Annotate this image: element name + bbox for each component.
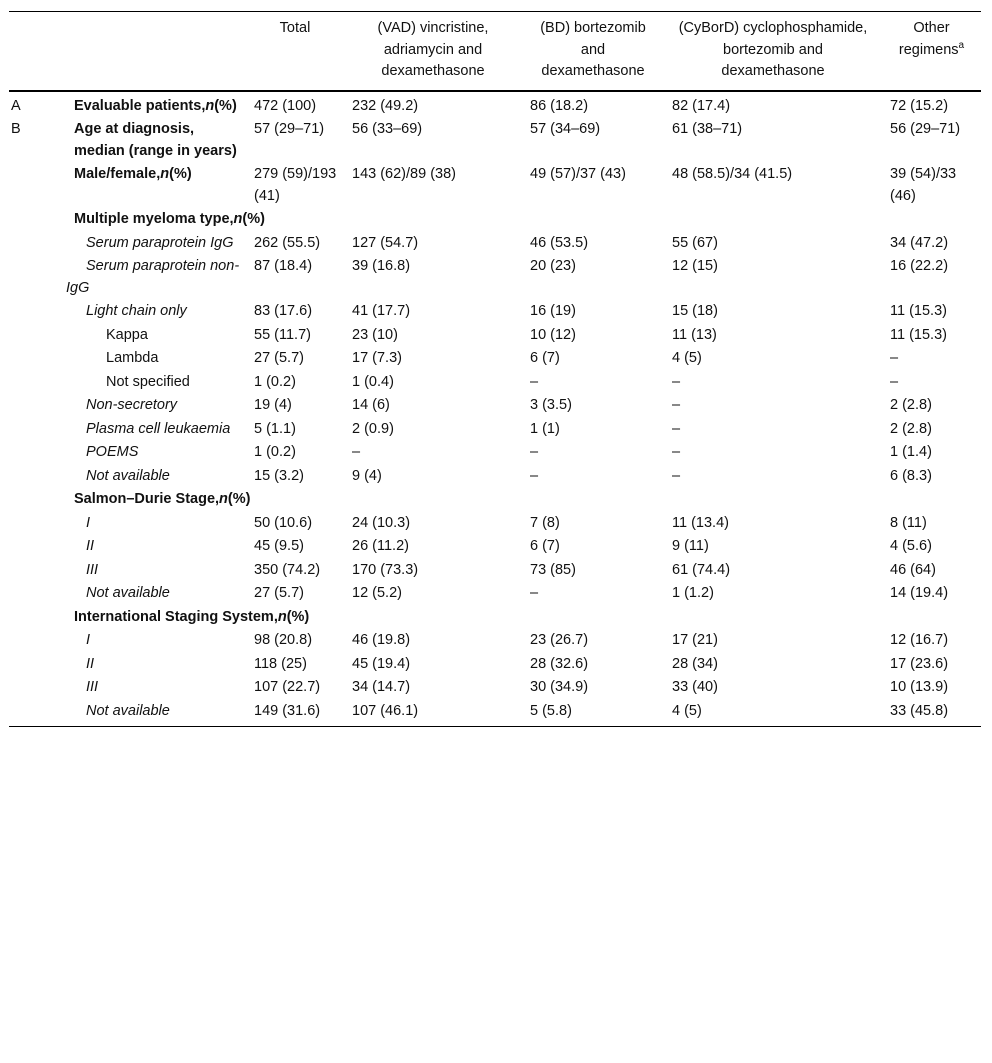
cell-total: 50 (10.6) <box>254 514 313 531</box>
table-row <box>9 418 981 442</box>
cell-other: 17 (23.6) <box>890 655 949 672</box>
cell-vad: 34 (14.7) <box>352 679 411 695</box>
cell-cybord: 55 (67) <box>672 234 718 251</box>
row-marker <box>9 488 66 512</box>
cell-other: 46 (64) <box>890 561 936 578</box>
cell-other: 33 (45.8) <box>890 702 949 719</box>
cell-empty <box>664 488 882 512</box>
cell-bd: – <box>530 585 539 601</box>
cell-bd: 6 (7) <box>530 538 560 554</box>
cell-total: 87 (18.4) <box>254 258 313 274</box>
cell-cybord: – <box>672 444 681 460</box>
row-label: III <box>86 679 99 695</box>
cell-cybord: 11 (13.4) <box>672 514 729 531</box>
cell-other: 16 (22.2) <box>890 258 949 274</box>
cell-cybord: 11 (13) <box>672 326 717 343</box>
cell-total: 27 (5.7) <box>254 585 304 601</box>
cell-vad: 14 (6) <box>352 397 390 413</box>
row-label: Kappa <box>106 326 148 343</box>
cell-bd: 49 (57)/37 (43) <box>530 166 626 182</box>
cell-vad: 9 (4) <box>352 467 382 484</box>
table-row <box>9 465 981 489</box>
cell-empty <box>522 208 664 232</box>
row-label: Not available <box>86 467 170 484</box>
label-text: Multiple myeloma type, <box>74 211 234 227</box>
cell-bd: – <box>530 467 539 484</box>
section-label <box>66 208 522 232</box>
cell-bd: 20 (23) <box>530 258 576 274</box>
table-header <box>9 12 981 91</box>
cell-bd: 6 (7) <box>530 350 560 366</box>
cell-cybord: 4 (5) <box>672 702 702 719</box>
row-marker <box>9 535 66 559</box>
row-marker <box>9 700 66 727</box>
cell-other: 39 (54)/33 (46) <box>890 166 957 204</box>
table-row <box>9 394 981 418</box>
label-text: Evaluable patients, <box>74 97 206 114</box>
row-label: II <box>86 538 95 554</box>
cell-bd: 16 (19) <box>530 303 576 319</box>
cell-total: 57 (29–71) <box>254 121 325 137</box>
cell-bd: 1 (1) <box>530 420 560 437</box>
cell-bd: 57 (34–69) <box>530 121 601 137</box>
cell-total: 262 (55.5) <box>254 234 321 251</box>
label-tail: (%) <box>169 166 192 182</box>
cell-bd: 5 (5.8) <box>530 702 572 719</box>
row-label: POEMS <box>86 444 139 460</box>
label-n: n <box>233 211 243 227</box>
header-bd: (BD) bortezomib and dexamethasone <box>540 20 646 79</box>
row-marker: A <box>11 97 21 114</box>
section-row <box>9 606 981 630</box>
row-marker <box>9 255 66 300</box>
cell-cybord: – <box>672 420 681 437</box>
header-cybord: (CyBorD) cyclophosphamide, bortezomib and dexamethasone <box>678 20 868 79</box>
cell-cybord: 82 (17.4) <box>672 97 731 114</box>
cell-other: 8 (11) <box>890 514 927 531</box>
cell-vad: 24 (10.3) <box>352 514 411 531</box>
cell-vad: 127 (54.7) <box>352 234 419 251</box>
row-label: Not available <box>86 702 170 719</box>
table-row <box>9 255 981 300</box>
row-marker <box>9 418 66 442</box>
table-row <box>9 582 981 606</box>
cell-total: 279 (59)/193 (41) <box>254 166 337 204</box>
cell-cybord: 1 (1.2) <box>672 585 714 601</box>
row-marker <box>9 441 66 465</box>
label-text: Salmon–Durie Stage, <box>74 491 220 507</box>
cell-vad: 1 (0.4) <box>352 373 394 390</box>
cell-other: 1 (1.4) <box>890 444 932 460</box>
cell-bd: – <box>530 444 539 460</box>
row-label: Non-secretory <box>86 397 178 413</box>
table-row <box>9 653 981 677</box>
cell-cybord: 17 (21) <box>672 632 718 648</box>
label-text: Male/female, <box>74 166 161 182</box>
cell-bd: 73 (85) <box>530 561 576 578</box>
cell-vad: 143 (62)/89 (38) <box>352 166 456 182</box>
table-row <box>9 300 981 324</box>
cell-total: 55 (11.7) <box>254 326 311 343</box>
cell-total: 472 (100) <box>254 97 317 114</box>
cell-total: 19 (4) <box>254 397 292 413</box>
section-row <box>9 208 981 232</box>
table-row <box>9 347 981 371</box>
cell-vad: 56 (33–69) <box>352 121 423 137</box>
row-label: I <box>86 632 91 648</box>
cell-bd: 86 (18.2) <box>530 97 589 114</box>
cell-other: 72 (15.2) <box>890 97 949 114</box>
cell-cybord: 4 (5) <box>672 350 702 366</box>
table-row <box>9 118 981 163</box>
cell-vad: 45 (19.4) <box>352 655 411 672</box>
row-marker <box>9 606 66 630</box>
header-blank-0 <box>9 12 66 91</box>
cell-vad: 26 (11.2) <box>352 538 409 554</box>
table-row <box>9 371 981 395</box>
cell-total: 98 (20.8) <box>254 632 313 648</box>
header-other-label: Other regimens <box>898 20 959 58</box>
row-label <box>66 91 246 119</box>
header-other <box>882 12 981 91</box>
cell-vad: 2 (0.9) <box>352 420 394 437</box>
label-tail: (%) <box>242 211 265 227</box>
cell-cybord: 61 (74.4) <box>672 561 731 578</box>
cell-other: 14 (19.4) <box>890 585 949 601</box>
label-n: n <box>219 491 228 507</box>
cell-total: 15 (3.2) <box>254 467 304 484</box>
row-marker <box>9 300 66 324</box>
row-marker: B <box>11 121 21 137</box>
header-blank-1 <box>66 12 246 91</box>
label-n: n <box>160 166 170 182</box>
cell-vad: 107 (46.1) <box>352 702 419 719</box>
cell-empty <box>882 208 981 232</box>
cell-bd: – <box>530 373 539 390</box>
cell-other: 12 (16.7) <box>890 632 949 648</box>
header-row <box>9 12 981 91</box>
cell-cybord: 15 (18) <box>672 303 718 319</box>
table-row <box>9 629 981 653</box>
patient-characteristics-table <box>9 11 981 727</box>
cell-bd: 23 (26.7) <box>530 632 589 648</box>
cell-empty <box>882 606 981 630</box>
table-row <box>9 559 981 583</box>
row-label: Age at diagnosis, median (range in years) <box>74 121 237 159</box>
cell-total: 1 (0.2) <box>254 373 296 390</box>
cell-total: 1 (0.2) <box>254 444 296 460</box>
row-label: Plasma cell leukaemia <box>86 420 231 437</box>
cell-vad: 170 (73.3) <box>352 561 419 578</box>
cell-total: 83 (17.6) <box>254 303 313 319</box>
cell-other: 4 (5.6) <box>890 538 932 554</box>
cell-vad: 17 (7.3) <box>352 350 402 366</box>
cell-total: 45 (9.5) <box>254 538 304 554</box>
row-marker <box>9 232 66 256</box>
cell-cybord: 12 (15) <box>672 258 718 274</box>
cell-other: 10 (13.9) <box>890 679 949 695</box>
label-n: n <box>205 97 215 114</box>
cell-cybord: 28 (34) <box>672 655 718 672</box>
row-label: Not available <box>86 585 170 601</box>
cell-other: 11 (15.3) <box>890 303 947 319</box>
table-row <box>9 512 981 536</box>
cell-cybord: – <box>672 467 681 484</box>
row-label: I <box>86 514 91 531</box>
table-row <box>9 535 981 559</box>
cell-bd: 46 (53.5) <box>530 234 589 251</box>
cell-total: 5 (1.1) <box>254 420 296 437</box>
row-label: Lambda <box>106 350 159 366</box>
row-marker <box>9 394 66 418</box>
cell-total: 107 (22.7) <box>254 679 321 695</box>
cell-vad: 232 (49.2) <box>352 97 419 114</box>
row-label: Serum paraprotein non-IgG <box>66 258 240 296</box>
cell-other: 34 (47.2) <box>890 234 949 251</box>
label-tail: (%) <box>227 491 251 507</box>
row-label <box>66 163 246 208</box>
cell-empty <box>664 208 882 232</box>
label-tail: (%) <box>286 608 310 625</box>
cell-other: 56 (29–71) <box>890 121 961 137</box>
cell-vad: – <box>352 444 361 460</box>
row-marker <box>9 163 66 208</box>
row-label: Serum paraprotein IgG <box>86 234 234 251</box>
label-tail: (%) <box>214 97 237 114</box>
row-marker <box>9 371 66 395</box>
header-total: Total <box>279 20 311 36</box>
cell-cybord: – <box>672 397 681 413</box>
cell-empty <box>522 606 664 630</box>
cell-vad: 46 (19.8) <box>352 632 411 648</box>
row-label: Not specified <box>106 373 190 390</box>
table-row <box>9 232 981 256</box>
section-label <box>66 488 522 512</box>
cell-bd: 30 (34.9) <box>530 679 589 695</box>
row-marker <box>9 465 66 489</box>
row-marker <box>9 582 66 606</box>
row-label: III <box>86 561 99 578</box>
table-container <box>9 11 981 727</box>
cell-cybord: 48 (58.5)/34 (41.5) <box>672 166 793 182</box>
cell-other: – <box>890 350 899 366</box>
row-marker <box>9 653 66 677</box>
cell-total: 118 (25) <box>254 655 307 672</box>
cell-cybord: 33 (40) <box>672 679 718 695</box>
cell-total: 27 (5.7) <box>254 350 304 366</box>
table-row <box>9 91 981 119</box>
cell-other: 2 (2.8) <box>890 397 932 413</box>
table-row <box>9 163 981 208</box>
cell-empty <box>664 606 882 630</box>
row-marker <box>9 208 66 232</box>
table-row <box>9 441 981 465</box>
cell-other: 6 (8.3) <box>890 467 932 484</box>
table-body <box>9 91 981 727</box>
table-row <box>9 324 981 348</box>
cell-cybord: 9 (11) <box>672 538 709 554</box>
cell-bd: 3 (3.5) <box>530 397 572 413</box>
row-label: II <box>86 655 95 672</box>
cell-vad: 41 (17.7) <box>352 303 411 319</box>
cell-bd: 10 (12) <box>530 326 576 343</box>
cell-bd: 28 (32.6) <box>530 655 589 672</box>
row-marker <box>9 629 66 653</box>
cell-cybord: 61 (38–71) <box>672 121 743 137</box>
cell-other: – <box>890 373 899 390</box>
label-n: n <box>277 608 287 625</box>
cell-cybord: – <box>672 373 681 390</box>
row-marker <box>9 347 66 371</box>
cell-empty <box>522 488 664 512</box>
row-marker <box>9 676 66 700</box>
cell-other: 2 (2.8) <box>890 420 932 437</box>
cell-total: 350 (74.2) <box>254 561 321 578</box>
cell-total: 149 (31.6) <box>254 702 321 719</box>
row-label: Light chain only <box>86 303 187 319</box>
header-vad: (VAD) vincristine, adriamycin and dexamethasone <box>377 20 489 79</box>
cell-empty <box>882 488 981 512</box>
table-row <box>9 700 981 727</box>
cell-other: 11 (15.3) <box>890 326 947 343</box>
section-label <box>66 606 522 630</box>
header-other-footnote: a <box>958 39 965 51</box>
section-row <box>9 488 981 512</box>
row-marker <box>9 324 66 348</box>
label-text: International Staging System, <box>74 608 278 625</box>
table-row <box>9 676 981 700</box>
cell-vad: 12 (5.2) <box>352 585 402 601</box>
cell-vad: 23 (10) <box>352 326 398 343</box>
row-marker <box>9 512 66 536</box>
cell-bd: 7 (8) <box>530 514 560 531</box>
cell-vad: 39 (16.8) <box>352 258 411 274</box>
row-marker <box>9 559 66 583</box>
